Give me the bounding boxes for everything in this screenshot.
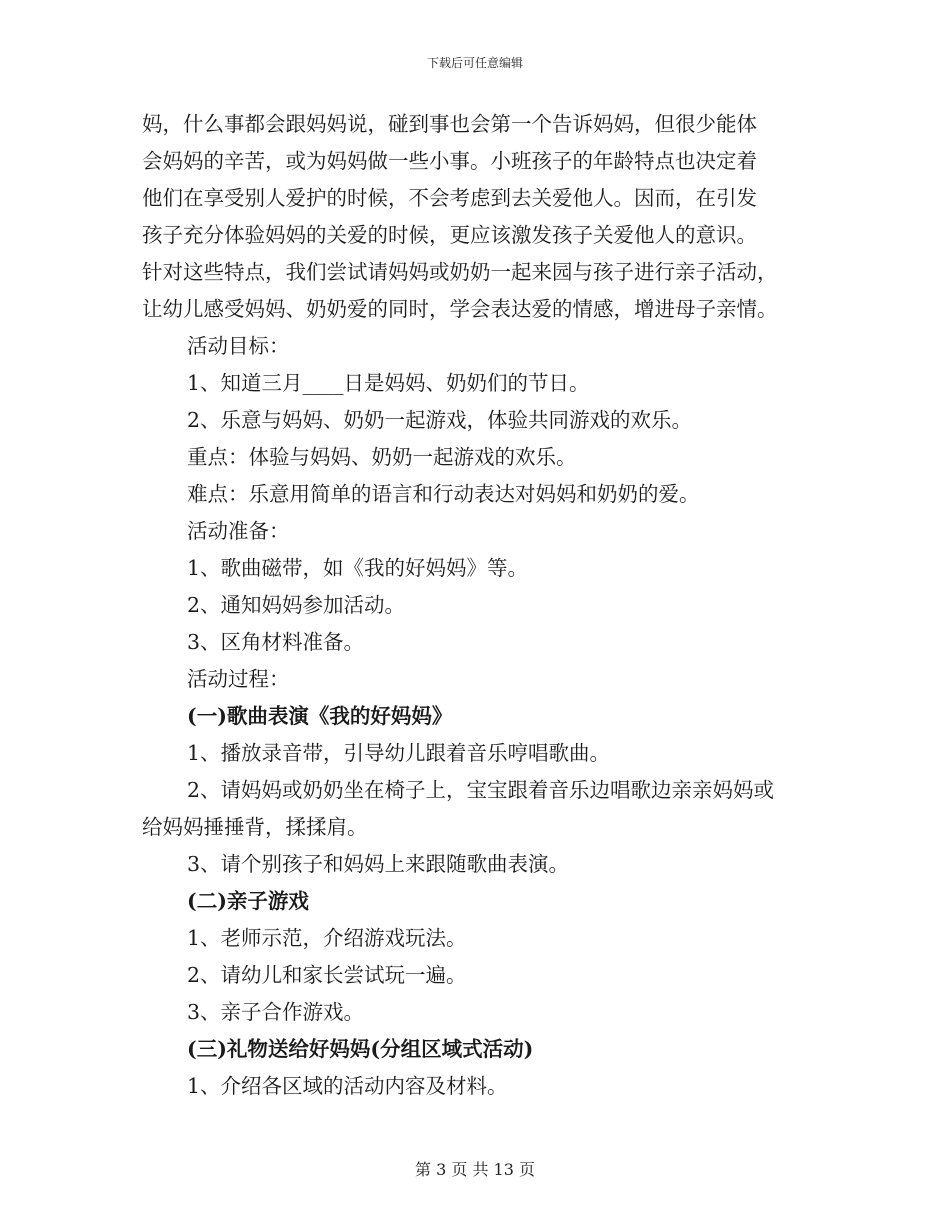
intro-line-4: 孩子充分体验妈妈的关爱的时候，更应该激发孩子关爱他人的意识。 — [142, 223, 757, 247]
intro-line-6: 让幼儿感受妈妈、奶奶爱的同时，学会表达爱的情感，增进母子亲情。 — [142, 297, 778, 321]
section-2-title: (二)亲子游戏 — [187, 889, 309, 913]
goal-item-1: 1、知道三月____日是妈妈、奶奶们的节日。 — [187, 371, 590, 395]
section-2-item-3: 3、亲子合作游戏。 — [187, 1000, 365, 1024]
document-body — [142, 106, 822, 1105]
goal-item-2: 2、乐意与妈妈、奶奶一起游戏，体验共同游戏的欢乐。 — [187, 408, 693, 432]
section-1-item-2-continuation: 给妈妈捶捶背，揉揉肩。 — [142, 815, 368, 839]
key-point: 重点：体验与妈妈、奶奶一起游戏的欢乐。 — [187, 445, 577, 469]
section-1-item-3: 3、请个别孩子和妈妈上来跟随歌曲表演。 — [187, 852, 570, 876]
intro-line-3: 他们在享受别人爱护的时候，不会考虑到去关爱他人。因而，在引发 — [142, 186, 757, 210]
section-1-item-1: 1、播放录音带，引导幼儿跟着音乐哼唱歌曲。 — [187, 741, 611, 765]
section-1-title: (一)歌曲表演《我的好妈妈》 — [187, 704, 453, 728]
process-heading: 活动过程： — [187, 667, 290, 691]
prep-heading: 活动准备： — [187, 519, 290, 543]
prep-item-1: 1、歌曲磁带，如《我的好妈妈》等。 — [187, 556, 529, 580]
difficulty-point: 难点：乐意用简单的语言和行动表达对妈妈和奶奶的爱。 — [187, 482, 700, 506]
section-1-item-2: 2、请妈妈或奶奶坐在椅子上，宝宝跟着音乐边唱歌边亲亲妈妈或 — [187, 778, 775, 802]
section-2-item-2: 2、请幼儿和家长尝试玩一遍。 — [187, 963, 467, 987]
intro-line-1: 妈，什么事都会跟妈妈说，碰到事也会第一个告诉妈妈，但很少能体 — [142, 112, 757, 136]
prep-item-2: 2、通知妈妈参加活动。 — [187, 593, 406, 617]
intro-line-2: 会妈妈的辛苦，或为妈妈做一些小事。小班孩子的年龄特点也决定着 — [142, 149, 757, 173]
page-number-footer: 第 3 页 共 13 页 — [415, 1160, 535, 1179]
intro-line-5: 针对这些特点，我们尝试请妈妈或奶奶一起来园与孩子进行亲子活动， — [142, 260, 778, 284]
prep-item-3: 3、区角材料准备。 — [187, 630, 365, 654]
section-3-title: (三)礼物送给好妈妈(分组区域式活动) — [187, 1037, 534, 1061]
goals-heading: 活动目标： — [187, 334, 290, 358]
page-header: 下载后可任意编辑 — [426, 56, 523, 70]
section-3-item-1: 1、介绍各区域的活动内容及材料。 — [187, 1074, 508, 1098]
section-2-item-1: 1、老师示范，介绍游戏玩法。 — [187, 926, 467, 950]
